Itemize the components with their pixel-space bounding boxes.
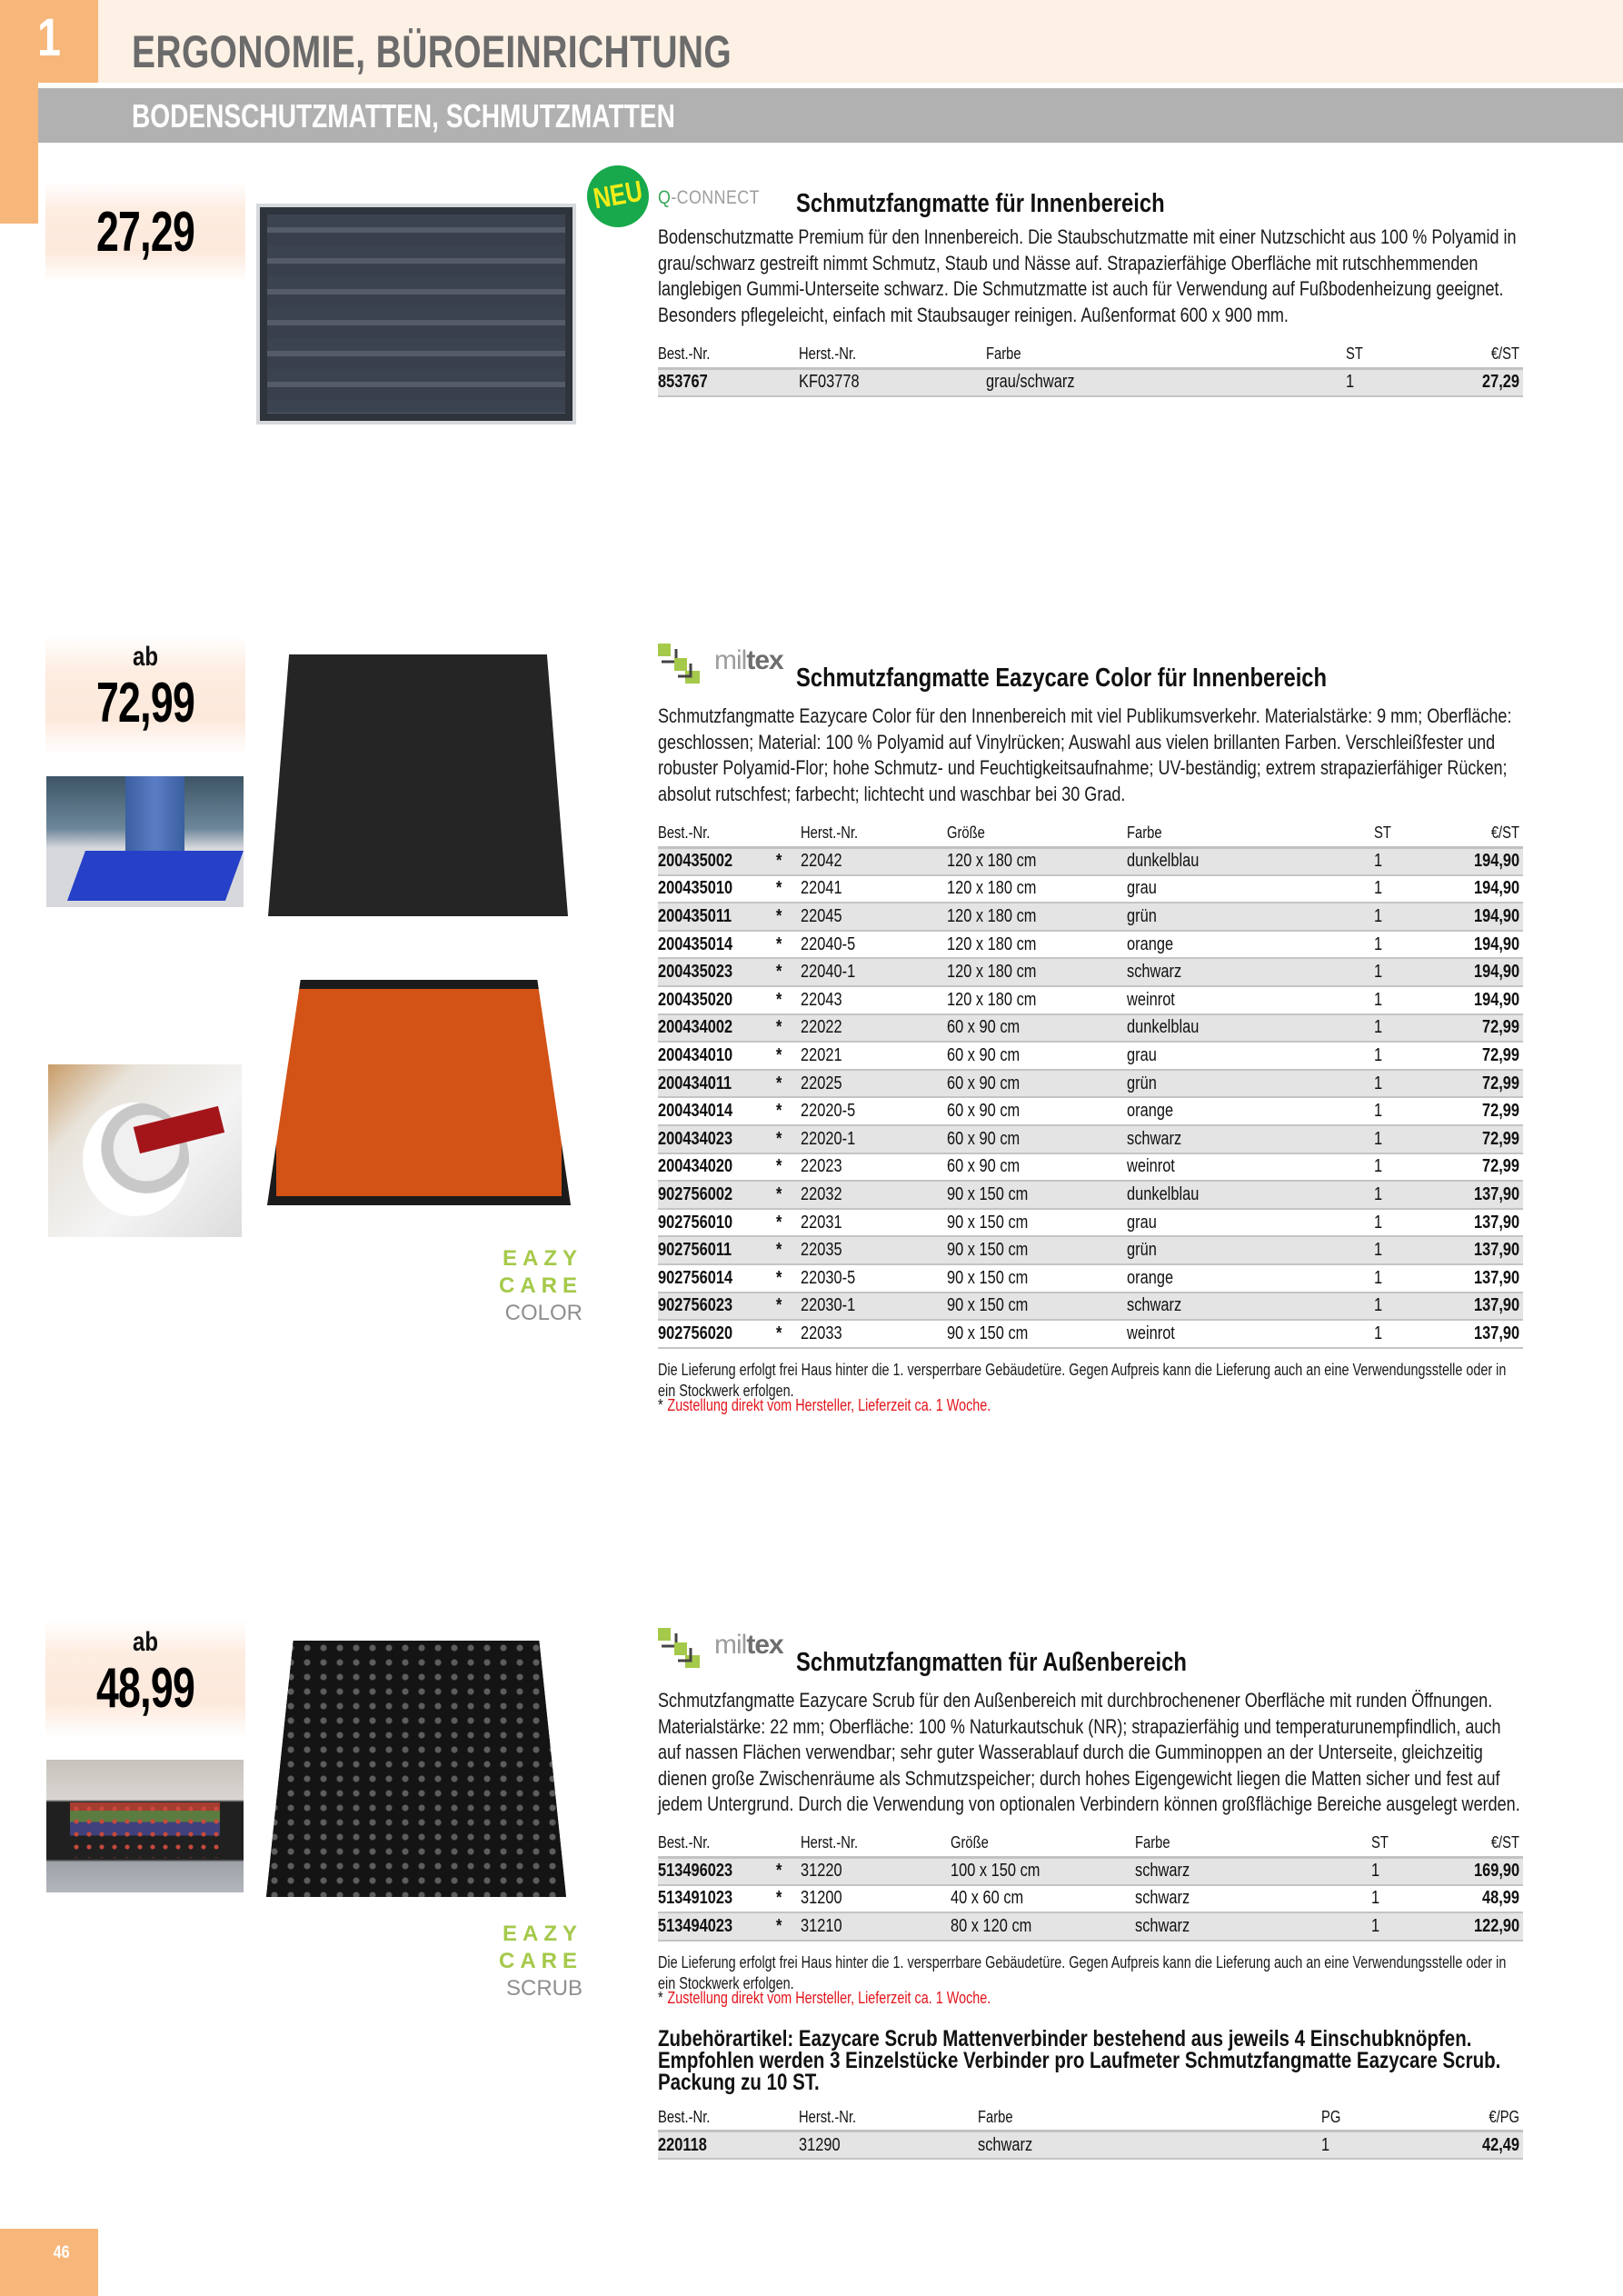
best-nr: 200434020 (658, 1156, 733, 1177)
price: 72,99 (1481, 1044, 1519, 1065)
price: 72,99 (1481, 1017, 1519, 1038)
page-number-box (0, 2229, 98, 2296)
herst-nr: KF03778 (799, 372, 860, 393)
farbe: orange (1127, 933, 1174, 954)
col-header: Farbe (978, 2104, 1321, 2131)
groesse: 90 x 150 cm (947, 1295, 1029, 1316)
col-header: Herst.-Nr. (799, 341, 986, 368)
delivery-star: * (776, 1888, 782, 1909)
farbe: grau (1127, 878, 1157, 899)
best-nr: 200435010 (658, 878, 733, 899)
col-header: ST (1346, 341, 1419, 368)
farbe: grün (1127, 905, 1157, 926)
groesse: 60 x 90 cm (947, 1101, 1021, 1122)
col-header: Best.-Nr. (658, 820, 776, 847)
herst-nr: 31290 (799, 2134, 841, 2155)
groesse: 120 x 180 cm (947, 905, 1037, 926)
price: 72,99 (1481, 1156, 1519, 1177)
st: 1 (1371, 1915, 1380, 1936)
footnote: * Zustellung direkt vom Hersteller, Lieferzeit ca. 1 Woche. (658, 1988, 991, 2007)
table-row[interactable] (658, 1153, 1523, 1182)
table-row[interactable] (658, 368, 1523, 396)
herst-nr: 31200 (801, 1888, 842, 1909)
delivery-star: * (776, 1295, 782, 1316)
table-row[interactable] (658, 1209, 1523, 1237)
farbe: dunkelblau (1127, 1183, 1200, 1204)
product-image-black-mat (268, 654, 568, 916)
best-nr: 200434011 (658, 1073, 732, 1093)
delivery-star: * (776, 989, 782, 1010)
product-image-blue-mat-entrance (46, 776, 244, 907)
delivery-star: * (776, 1044, 782, 1065)
eazycare-color-logo: EAZY CARE COLOR (498, 1246, 582, 1325)
farbe: schwarz (1127, 1295, 1182, 1316)
herst-nr: 22022 (801, 1017, 842, 1038)
st: 1 (1374, 1073, 1383, 1093)
delivery-star: * (776, 1128, 782, 1149)
delivery-star: * (776, 1183, 782, 1204)
farbe: grau (1127, 1212, 1157, 1233)
chapter-number: 1 (37, 8, 61, 67)
farbe: grau (1127, 1044, 1157, 1065)
groesse: 90 x 150 cm (947, 1212, 1029, 1233)
farbe: weinrot (1127, 1323, 1175, 1343)
delivery-star: * (776, 1323, 782, 1343)
herst-nr: 22023 (801, 1156, 842, 1177)
delivery-star: * (776, 1101, 782, 1122)
best-nr: 200435002 (658, 851, 733, 872)
product-description: Bodenschutzmatte Premium für den Innenbereich. Die Staubschutzmatte mit einer Nutzschicht aus 100 % Polyamid in grau/schwarz gestreift nimmt Schmutz, Staub und Nässe auf. Strapazierfähige Oberfläche mit rutschhemmenden langlebigen Gummi-Unterseite schwarz. Die Schmutzmatte ist auch für Verwendung auf Fußbodenheizung geeignet. Besonders pflegeleicht, einfach mit Staubsauger reinigen. Außenformat 600 x 900 mm. (658, 225, 1517, 326)
herst-nr: 22041 (801, 878, 842, 899)
delivery-star: * (776, 1156, 782, 1177)
best-nr: 200435023 (658, 962, 733, 983)
price: 27,29 (1481, 372, 1519, 393)
col-header: ST (1371, 1830, 1444, 1857)
st: 1 (1374, 962, 1383, 983)
st: 1 (1374, 1295, 1383, 1316)
herst-nr: 22040-1 (801, 962, 856, 983)
groesse: 60 x 90 cm (947, 1156, 1021, 1177)
chapter-side-strip (0, 83, 38, 224)
best-nr: 200435014 (658, 933, 733, 954)
col-header: Farbe (986, 341, 1346, 368)
st: 1 (1374, 1101, 1383, 1122)
st: 1 (1374, 989, 1383, 1010)
groesse: 60 x 90 cm (947, 1073, 1021, 1093)
table-row[interactable] (658, 1042, 1523, 1070)
product-title: Schmutzfangmatte für Innenbereich (796, 189, 1165, 218)
groesse: 40 x 60 cm (951, 1888, 1024, 1909)
st: 1 (1374, 851, 1383, 872)
price-value: 72,99 (95, 672, 195, 734)
table-row[interactable] (658, 1181, 1523, 1209)
footnote: * Zustellung direkt vom Hersteller, Lieferzeit ca. 1 Woche. (658, 1395, 991, 1414)
groesse: 80 x 120 cm (951, 1915, 1032, 1936)
st: 1 (1374, 1128, 1383, 1149)
best-nr: 200434014 (658, 1101, 733, 1122)
product-table (658, 820, 1523, 1349)
best-nr: 902756014 (658, 1267, 733, 1288)
farbe: weinrot (1127, 989, 1175, 1010)
table-row[interactable] (658, 1014, 1523, 1043)
st: 1 (1374, 1156, 1383, 1177)
delivery-star: * (776, 851, 782, 872)
st: 1 (1346, 372, 1355, 393)
best-nr: 853767 (658, 372, 708, 393)
st: 1 (1374, 933, 1383, 954)
price: 137,90 (1473, 1267, 1519, 1288)
best-nr: 902756011 (658, 1240, 732, 1261)
pg: 1 (1321, 2134, 1330, 2155)
groesse: 120 x 180 cm (947, 851, 1037, 872)
herst-nr: 22030-5 (801, 1267, 856, 1288)
product-title: Schmutzfangmatte Eazycare Color für Innenbereich (796, 664, 1328, 693)
table-row[interactable] (658, 1857, 1523, 1885)
page-number: 46 (53, 2243, 70, 2262)
farbe: weinrot (1127, 1156, 1175, 1177)
price-box-2 (45, 636, 245, 754)
price: 194,90 (1473, 851, 1519, 872)
st: 1 (1374, 1183, 1383, 1204)
groesse: 100 x 150 cm (951, 1861, 1041, 1882)
brand-name: miltex (714, 1630, 783, 1660)
price-value: 48,99 (95, 1657, 195, 1720)
price: 72,99 (1481, 1073, 1519, 1093)
herst-nr: 22025 (801, 1073, 842, 1093)
miltex-logo-icon (658, 1628, 702, 1670)
herst-nr: 31220 (801, 1861, 842, 1882)
table-row[interactable] (658, 986, 1523, 1014)
st: 1 (1374, 1267, 1383, 1288)
delivery-star: * (776, 962, 782, 983)
farbe: grau/schwarz (986, 372, 1075, 393)
best-nr: 513494023 (658, 1915, 733, 1936)
herst-nr: 22040-5 (801, 933, 856, 954)
col-header: Herst.-Nr. (801, 820, 947, 847)
product-table (658, 1830, 1523, 1942)
groesse: 60 x 90 cm (947, 1128, 1021, 1149)
best-nr: 200435020 (658, 989, 733, 1010)
col-header: Größe (947, 820, 1127, 847)
col-header: Best.-Nr. (658, 1830, 776, 1857)
col-header: Größe (951, 1830, 1135, 1857)
herst-nr: 22042 (801, 851, 842, 872)
best-nr: 513496023 (658, 1861, 733, 1882)
st: 1 (1371, 1888, 1380, 1909)
price: 48,99 (1481, 1888, 1519, 1909)
delivery-star: * (776, 1267, 782, 1288)
herst-nr: 22020-1 (801, 1128, 856, 1149)
herst-nr: 22021 (801, 1044, 842, 1065)
price: 194,90 (1473, 878, 1519, 899)
farbe: schwarz (1135, 1888, 1190, 1909)
col-header: Farbe (1127, 820, 1374, 847)
table-row[interactable] (658, 1293, 1523, 1321)
best-nr: 902756023 (658, 1295, 733, 1316)
table-row[interactable] (658, 1320, 1523, 1348)
table-row[interactable] (658, 1264, 1523, 1293)
best-nr: 200434002 (658, 1017, 733, 1038)
product-image-entrance-scrub-mat (46, 1760, 244, 1892)
product-image-grey-striped-mat (260, 207, 573, 421)
delivery-star: * (776, 1212, 782, 1233)
herst-nr: 22020-5 (801, 1101, 856, 1122)
price-box-3 (45, 1620, 245, 1738)
col-header: €/ST (1419, 341, 1523, 368)
price: 194,90 (1473, 905, 1519, 926)
brand-name: miltex (714, 645, 783, 675)
col-header: €/ST (1447, 820, 1523, 847)
price: 137,90 (1473, 1295, 1519, 1316)
best-nr: 200434023 (658, 1128, 733, 1149)
best-nr: 200434010 (658, 1044, 733, 1065)
price: 194,90 (1473, 989, 1519, 1010)
herst-nr: 22030-1 (801, 1295, 856, 1316)
product-2 (658, 647, 1523, 1415)
delivery-note: Die Lieferung erfolgt frei Haus hinter die 1. versperrbare Gebäudetüre. Gegen Aufpreis kann die Lieferung auch an eine Verwendungsstelle oder in ein Stockwerk erfolgen. (658, 1952, 1507, 1992)
col-header: Herst.-Nr. (801, 1830, 951, 1857)
st: 1 (1374, 1017, 1383, 1038)
best-nr: 220118 (658, 2134, 707, 2155)
product-3 (658, 1632, 1523, 2160)
delivery-star: * (776, 1017, 782, 1038)
st: 1 (1374, 905, 1383, 926)
product-image-washing-machine (48, 1064, 242, 1237)
price: 137,90 (1473, 1323, 1519, 1343)
farbe: schwarz (978, 2134, 1033, 2155)
product-title: Schmutzfangmatten für Außenbereich (796, 1648, 1187, 1677)
farbe: grün (1127, 1240, 1157, 1261)
herst-nr: 31210 (801, 1915, 842, 1936)
product-description: Schmutzfangmatte Eazycare Scrub für den Außenbereich mit durchbrochenener Oberfläche mit runden Öffnungen. Materialstärke: 22 mm; Oberfläche: 100 % Naturkautschuk (NR); strapazierfähig und temperaturunempfindlich, auch auf nassen Flächen verwendbar; sehr guter Wasserablauf durch die Gumminoppen an der Unterseite, gleichzeitig dienen große Zwischenräume als Schmutzspeicher; durch hohes Eigengewicht liegen die Matten sicher und fest auf jedem Untergrund. Durch die Verwendung von optionalen Verbindern können großflächige Bereiche ausgelegt werden. (658, 1689, 1520, 1815)
groesse: 90 x 150 cm (947, 1183, 1029, 1204)
farbe: orange (1127, 1101, 1174, 1122)
farbe: grün (1127, 1073, 1157, 1093)
best-nr: 902756002 (658, 1183, 733, 1204)
delivery-star: * (776, 1915, 782, 1936)
product-image-orange-mat (267, 980, 571, 1205)
price: 137,90 (1473, 1212, 1519, 1233)
best-nr: 902756010 (658, 1212, 733, 1233)
col-header: €/ST (1444, 1830, 1523, 1857)
brand-logo-qconnect: Q-CONNECT (658, 187, 760, 208)
farbe: dunkelblau (1127, 851, 1200, 872)
groesse: 120 x 180 cm (947, 989, 1037, 1010)
price: 194,90 (1473, 962, 1519, 983)
table-row[interactable] (658, 1125, 1523, 1153)
table-row[interactable] (658, 1885, 1523, 1913)
col-header: PG (1321, 2104, 1394, 2131)
product-table (658, 341, 1523, 397)
best-nr: 200435011 (658, 905, 732, 926)
miltex-logo-icon (658, 644, 702, 685)
table-row[interactable] (658, 958, 1523, 986)
col-header: €/PG (1394, 2104, 1523, 2131)
price-prefix: ab (132, 642, 158, 672)
product-description: Schmutzfangmatte Eazycare Color für den Innenbereich mit viel Publikumsverkehr. Materialstärke: 9 mm; Oberfläche: geschlossen; Material: 100 % Polyamid auf Vinylrücken; Auswahl aus vielen brillanten Farben. Verschleißfester und robuster Polyamid-Flor; hohe Schmutz- und Feuchtigkeitsaufnahme; UV-beständig; extrem strapazierfähiger Rücken; absolut rutschfest; farbecht; lichtecht und waschbar bei 30 Grad. (658, 704, 1512, 805)
accessory-table (658, 2104, 1523, 2161)
col-header: Best.-Nr. (658, 341, 799, 368)
herst-nr: 22043 (801, 989, 842, 1010)
groesse: 60 x 90 cm (947, 1017, 1021, 1038)
delivery-star: * (776, 933, 782, 954)
price: 72,99 (1481, 1128, 1519, 1149)
price-value: 27,29 (95, 201, 195, 264)
chapter-title: ERGONOMIE, BÜROEINRICHTUNG (132, 26, 732, 77)
col-header: Best.-Nr. (658, 2104, 799, 2131)
delivery-star: * (776, 1073, 782, 1093)
price-box-1 (45, 182, 245, 282)
farbe: orange (1127, 1267, 1174, 1288)
price: 169,90 (1473, 1861, 1519, 1882)
col-header: Farbe (1135, 1830, 1371, 1857)
product-image-black-rubber-ring-mat (266, 1641, 566, 1897)
brand-name: -CONNECT (671, 187, 760, 208)
st: 1 (1374, 1240, 1383, 1261)
product-1 (591, 174, 1523, 397)
st: 1 (1374, 878, 1383, 899)
groesse: 120 x 180 cm (947, 878, 1037, 899)
section-title: BODENSCHUTZMATTEN, SCHMUTZMATTEN (132, 97, 675, 135)
groesse: 90 x 150 cm (947, 1267, 1029, 1288)
groesse: 90 x 150 cm (947, 1240, 1029, 1261)
price: 137,90 (1473, 1183, 1519, 1204)
st: 1 (1371, 1861, 1380, 1882)
delivery-star: * (776, 878, 782, 899)
table-row[interactable] (658, 931, 1523, 959)
delivery-star: * (776, 1240, 782, 1261)
delivery-star: * (776, 1861, 782, 1882)
table-row[interactable] (658, 1236, 1523, 1264)
farbe: dunkelblau (1127, 1017, 1200, 1038)
groesse: 90 x 150 cm (947, 1323, 1029, 1343)
price: 42,49 (1481, 2134, 1519, 2155)
table-row[interactable] (658, 1097, 1523, 1125)
farbe: schwarz (1135, 1861, 1190, 1882)
herst-nr: 22032 (801, 1183, 842, 1204)
herst-nr: 22031 (801, 1212, 842, 1233)
price-prefix: ab (132, 1627, 158, 1657)
price: 72,99 (1481, 1101, 1519, 1122)
accessory-title: Zubehörartikel: Eazycare Scrub Mattenverbinder bestehend aus jeweils 4 Einschubknöpfen. Empfohlen werden 3 Einzelstücke Verbinder pro Laufmeter Schmutzfangmatte Eazycare Scrub. Packung zu 10 ST. (658, 2025, 1501, 2095)
col-header: ST (1374, 820, 1447, 847)
eazycare-scrub-logo: EAZY CARE SCRUB (498, 1922, 582, 2001)
herst-nr: 22033 (801, 1323, 842, 1343)
neu-badge: NEU (587, 165, 649, 227)
st: 1 (1374, 1044, 1383, 1065)
price: 137,90 (1473, 1240, 1519, 1261)
table-row[interactable] (658, 2131, 1523, 2160)
col-header: Herst.-Nr. (799, 2104, 978, 2131)
table-row[interactable] (658, 875, 1523, 903)
price: 194,90 (1473, 933, 1519, 954)
st: 1 (1374, 1212, 1383, 1233)
farbe: schwarz (1135, 1915, 1190, 1936)
delivery-star: * (776, 905, 782, 926)
table-row[interactable] (658, 847, 1523, 875)
herst-nr: 22035 (801, 1240, 842, 1261)
table-row[interactable] (658, 1070, 1523, 1098)
price: 122,90 (1473, 1915, 1519, 1936)
table-row[interactable] (658, 1912, 1523, 1941)
herst-nr: 22045 (801, 905, 842, 926)
best-nr: 902756020 (658, 1323, 733, 1343)
st: 1 (1374, 1323, 1383, 1343)
farbe: schwarz (1127, 1128, 1182, 1149)
table-row[interactable] (658, 903, 1523, 931)
groesse: 60 x 90 cm (947, 1044, 1021, 1065)
delivery-note: Die Lieferung erfolgt frei Haus hinter die 1. versperrbare Gebäudetüre. Gegen Aufpreis kann die Lieferung auch an eine Verwendungsstelle oder in ein Stockwerk erfolgen. (658, 1360, 1507, 1400)
farbe: schwarz (1127, 962, 1182, 983)
groesse: 120 x 180 cm (947, 962, 1037, 983)
best-nr: 513491023 (658, 1888, 733, 1909)
groesse: 120 x 180 cm (947, 933, 1037, 954)
